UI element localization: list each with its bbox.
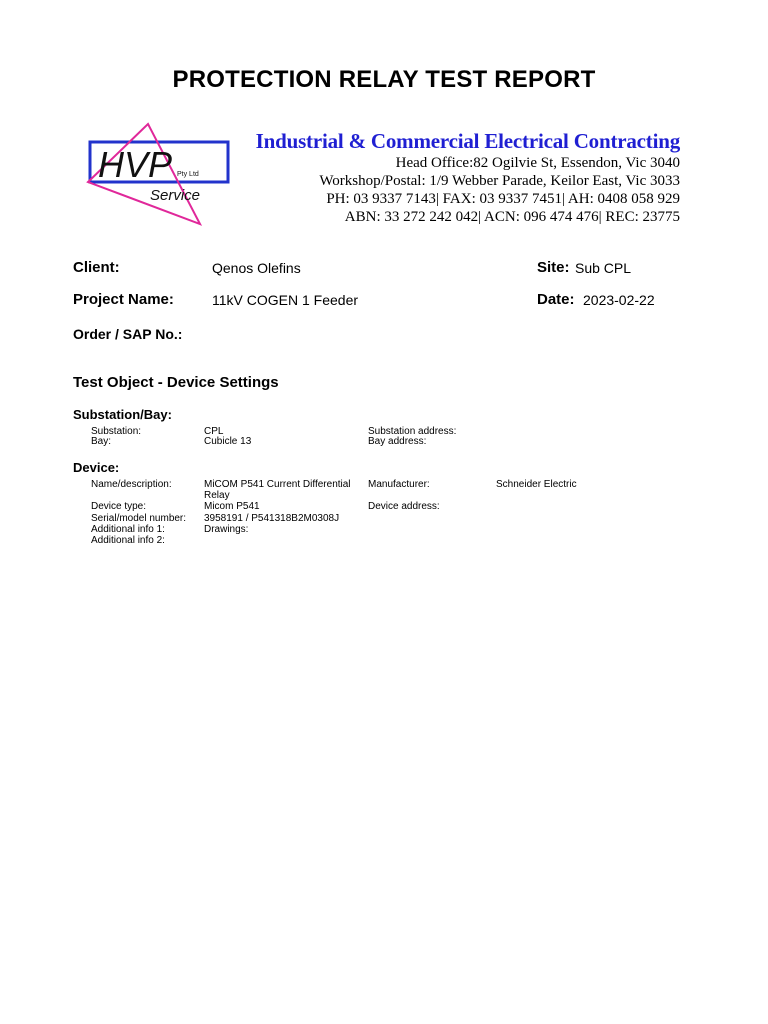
drawings-label: Drawings: <box>204 524 249 535</box>
report-title: PROTECTION RELAY TEST REPORT <box>172 66 596 93</box>
company-block <box>256 128 680 226</box>
logo-service: Service <box>150 187 201 204</box>
client-value: Qenos Olefins <box>212 260 301 276</box>
manufacturer-value: Schneider Electric <box>496 479 577 490</box>
name-label: Name/description: <box>91 479 172 490</box>
project-label: Project Name: <box>73 291 174 308</box>
order-label: Order / SAP No.: <box>73 326 183 342</box>
bay-value: Cubicle 13 <box>204 436 252 447</box>
substation-bay-heading: Substation/Bay: <box>73 407 172 422</box>
company-name: Industrial & Commercial Electrical Contracting <box>255 129 680 153</box>
head-office: Head Office:82 Ogilvie St, Essendon, Vic 3040 <box>395 155 680 171</box>
registration-line: ABN: 33 272 242 042| ACN: 096 474 476| REC: 23775 <box>344 209 680 225</box>
logo-pty: Pty Ltd <box>177 171 199 178</box>
device-type-value: Micom P541 <box>204 501 260 512</box>
substation-value: CPL <box>204 426 224 437</box>
device-heading: Device: <box>73 460 120 475</box>
site-value: Sub CPL <box>575 260 632 276</box>
date-value: 2023-02-22 <box>583 292 655 308</box>
workshop-address: Workshop/Postal: 1/9 Webber Parade, Keilor East, Vic 3033 <box>319 173 680 189</box>
hvp-logo <box>84 120 234 228</box>
additional-info-1-label: Additional info 1: <box>91 524 165 535</box>
site-label: Site: <box>537 259 570 276</box>
device-address-label: Device address: <box>368 501 440 512</box>
test-object-heading: Test Object - Device Settings <box>73 374 279 391</box>
client-label: Client: <box>73 259 120 276</box>
serial-value: 3958191 / P541318B2M0308J <box>204 513 340 524</box>
manufacturer-label: Manufacturer: <box>368 479 430 490</box>
substation-address-label: Substation address: <box>368 426 457 437</box>
serial-label: Serial/model number: <box>91 513 187 524</box>
name-value-line1: MiCOM P541 Current Differential <box>204 479 351 490</box>
logo-text: HVP <box>98 144 173 185</box>
device-type-label: Device type: <box>91 501 147 512</box>
name-value-line2: Relay <box>204 490 230 501</box>
substation-label: Substation: <box>91 426 142 437</box>
phone-line: PH: 03 9337 7143| FAX: 03 9337 7451| AH: 0408 058 929 <box>326 191 680 207</box>
date-label: Date: <box>537 291 575 308</box>
bay-label: Bay: <box>91 436 112 447</box>
project-value: 11kV COGEN 1 Feeder <box>212 292 359 308</box>
bay-address-label: Bay address: <box>368 436 427 447</box>
additional-info-2-label: Additional info 2: <box>91 535 165 546</box>
